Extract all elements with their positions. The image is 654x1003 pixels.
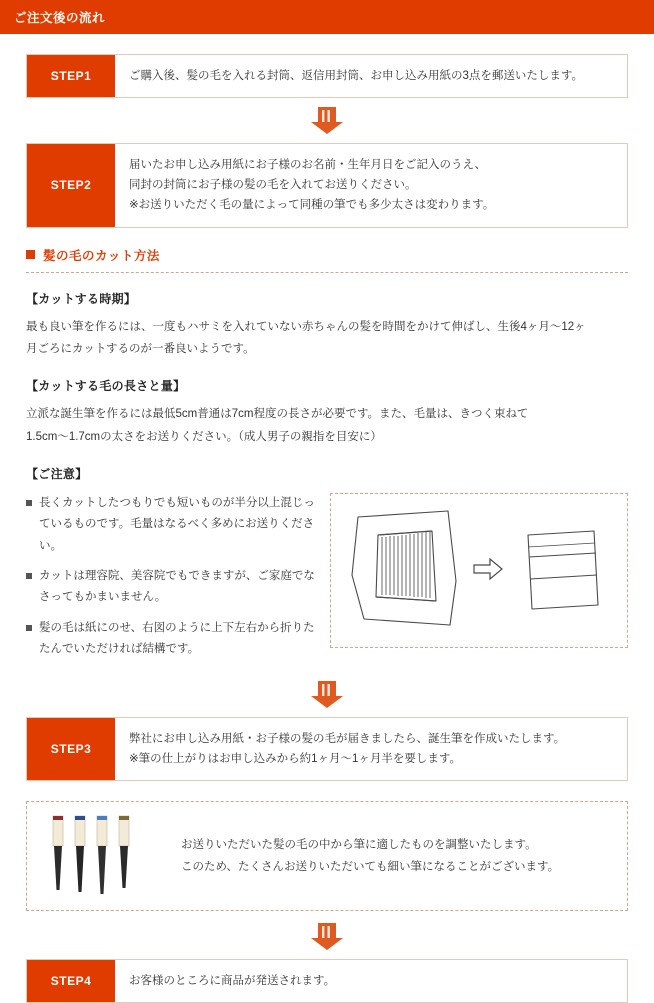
step3-line-1: 弊社にお申し込み用紙・お子様の髪の毛が届きましたら、誕生筆を作成いたします。: [129, 733, 566, 746]
hair-folding-diagram: [330, 493, 628, 648]
step-body-2: [115, 144, 506, 226]
page-content: [0, 54, 654, 1003]
caution-item-text: 髪の毛は紙にのせ、右図のように上下左右から折りたたんでいただければ結構です。: [39, 621, 315, 655]
arrow-1-wrap: [26, 98, 628, 140]
caution-item: [26, 566, 316, 609]
list-bullet-icon: [26, 573, 32, 579]
step-body-4: [115, 960, 347, 1002]
step-box-3: [26, 717, 628, 781]
down-arrow-icon: [310, 923, 344, 951]
block-text-timing: [26, 316, 628, 361]
caution-item-text: 長くカットしたつもりでも短いものが半分以上混じっているものです。毛量はなるべく多めにお送りください。: [39, 497, 315, 552]
block-title-length: 【カットする毛の長さと量】: [26, 379, 186, 394]
square-bullet-icon: [26, 250, 35, 259]
page-title: ご注文後の流れ: [14, 11, 106, 25]
step-box-1: [26, 54, 628, 98]
brush-note-line-2: このため、たくさんお送りいただいても細い筆になることがございます。: [181, 861, 560, 874]
step2-line-3: ※お送りいただく毛の量によって同種の筆でも多少太さは変わります。: [129, 199, 495, 212]
page-header: [0, 0, 654, 34]
section-heading-haircut: [26, 246, 628, 273]
down-arrow-icon: [310, 681, 344, 709]
step-body-3: [115, 718, 577, 780]
section-heading-label: 髪の毛のカット方法: [43, 248, 160, 263]
step2-line-1: 届いたお申し込み用紙にお子様のお名前・生年月日をご記入のうえ、: [129, 159, 487, 172]
down-arrow-icon: [310, 107, 344, 135]
caution-list: [26, 491, 316, 669]
right-arrow-icon: [474, 559, 502, 579]
step-body-1: [115, 55, 595, 97]
caution-item: [26, 618, 316, 661]
block-title-caution: 【ご注意】: [26, 467, 88, 482]
step-box-2: [26, 143, 628, 227]
timing-line-1: 最も良い筆を作るには、一度もハサミを入れていない赤ちゃんの髪を時間をかけて伸ばし、生後4ヶ月〜12ヶ: [26, 320, 586, 333]
step-label-1: STEP1: [27, 55, 115, 97]
step4-line-1: お客様のところに商品が発送されます。: [129, 975, 336, 988]
list-bullet-icon: [26, 625, 32, 631]
brush-sample-photo: [45, 810, 155, 902]
step2-line-2: 同封の封筒にお子様の髪の毛を入れてお送りください。: [129, 179, 417, 192]
step-label-4: STEP4: [27, 960, 115, 1002]
step1-line-1: ご購入後、髪の毛を入れる封筒、返信用封筒、お申し込み用紙の3点を郵送いたします。: [129, 70, 583, 82]
brush-sample-box: [26, 801, 628, 911]
timing-line-2: 月ごろにカットするのが一番良いようです。: [26, 342, 255, 355]
length-line-1: 立派な誕生筆を作るには最低5cm普通は7cm程度の長さが必要です。また、毛量は、きつく束ねて: [26, 408, 529, 421]
list-bullet-icon: [26, 500, 32, 506]
step-label-2: STEP2: [27, 144, 115, 226]
block-title-timing: 【カットする時期】: [26, 291, 137, 306]
step-label-3: STEP3: [27, 718, 115, 780]
hair-folding-illustration: [344, 501, 614, 641]
step-box-4: [26, 959, 628, 1003]
arrow-3-wrap: [26, 911, 628, 956]
arrow-2-wrap: [26, 669, 628, 714]
brush-note-line-1: お送りいただいた髪の毛の中から筆に適したものを調整いたします。: [181, 838, 537, 851]
caution-item-text: カットは理容院、美容院でもできますが、ご家庭でなさってもかまいません。: [39, 569, 315, 604]
brush-note-text: [181, 834, 559, 879]
length-line-2: 1.5cm〜1.7cmの太さをお送りください。（成人男子の親指を目安に）: [26, 430, 382, 443]
block-text-length: [26, 403, 628, 448]
caution-row: [26, 491, 628, 669]
step3-line-2: ※筆の仕上がりはお申し込みから約1ヶ月〜1ヶ月半を要します。: [129, 753, 462, 766]
caution-item: [26, 493, 316, 557]
